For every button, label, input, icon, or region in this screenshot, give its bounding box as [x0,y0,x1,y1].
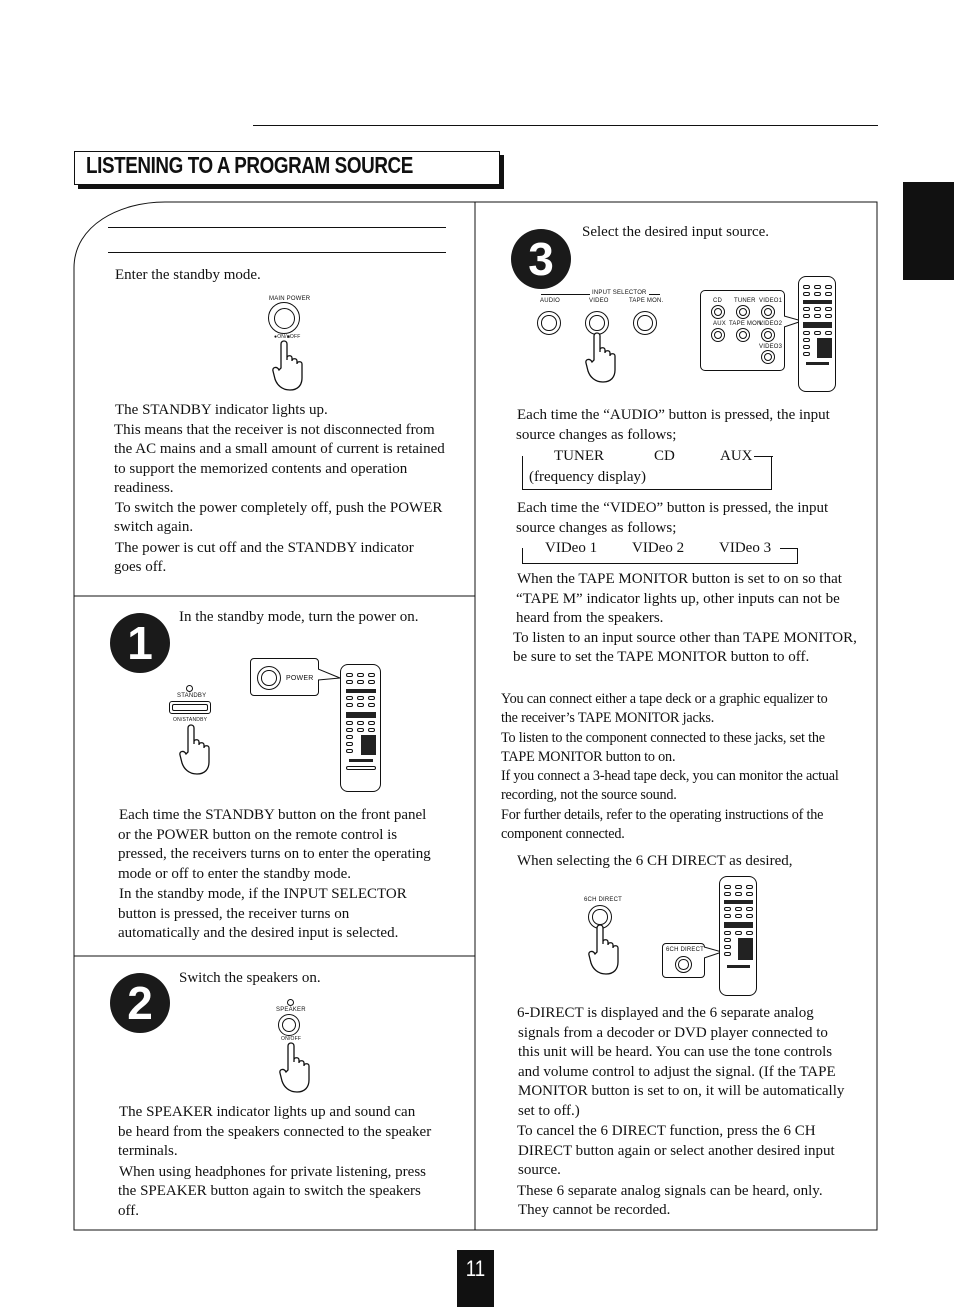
text-line: Each time the STANDBY button on the front panel [119,807,427,823]
text-line: source. [518,1162,561,1178]
remote-video2-label: VIDEO2 [759,321,783,327]
text-line: be sure to set the TAPE MONITOR button to off. [513,649,810,665]
text-line: To listen to an input source other than TAPE MONITOR, [513,629,857,646]
remote-video3-label: VIDEO3 [759,344,783,350]
text-line: pressed, the receivers turns on to enter the operating [118,846,431,862]
text-line: This means that the receiver is not disconnected from [114,421,435,438]
standby-intro: Enter the standby mode. [115,267,261,283]
text-line: When using headphones for private listening, press [119,1163,427,1180]
text-line: readiness. [114,480,174,496]
remote-tuner-label: TUNER [734,298,756,304]
step2-heading: Switch the speakers on. [179,970,321,986]
text-line: These 6 separate analog signals can be heard, only. [517,1182,823,1199]
audio-text [516,406,871,445]
text-line: terminals. [118,1143,178,1159]
main-power-sub: ●ON/■OFF [274,334,301,340]
text-line: To listen to the component connected to these jacks, set the [501,729,825,746]
page-number: 11 [465,1256,486,1281]
step-number-1: 1 [110,613,170,673]
text-line: If you connect a 3-head tape deck, you can monitor the actual [501,768,839,785]
step3-heading: Select the desired input source. [582,224,770,240]
text-line: To cancel the 6 DIRECT function, press the 6 CH [517,1123,816,1139]
text-line: the SPEAKER button again to switch the speakers [118,1183,421,1199]
text-line: In the standby mode, if the INPUT SELECTOR [119,886,407,902]
text-line: signals from a decoder or DVD player connected to [518,1024,828,1041]
remote-aux-label: AUX [713,321,726,327]
remote-cd-button[interactable] [711,305,725,319]
speaker-indicator [287,999,294,1006]
text-line: component connected. [501,826,625,843]
text-line: 6-DIRECT is displayed and the 6 separate analog [517,1005,814,1021]
standby-text [114,401,469,578]
tape-monitor-text [501,690,871,844]
text-line: The STANDBY indicator lights up. [115,402,328,418]
remote-video3-button[interactable] [761,350,775,364]
text-line: automatically and the desired input is selected. [118,925,399,941]
page-title: LISTENING TO A PROGRAM SOURCE [86,152,413,178]
text-line: source changes as follows; [516,426,677,443]
text-line: They cannot be recorded. [518,1202,671,1218]
text-line: Each time the “VIDEO” button is pressed, the input [517,500,829,516]
video-cycle-2: VIDeo 2 [632,539,684,559]
text-line: off. [118,1202,139,1219]
text-line: TAPE MONITOR button to on. [501,748,676,765]
text-line: MONITOR button is set to on, it will be automatically [518,1083,845,1099]
text-line: the receiver’s TAPE MONITOR jacks. [501,710,715,727]
remote-tape-mon-label: TAPE MON. [729,321,764,327]
audio-cycle-note: (frequency display) [529,469,647,485]
heading-rule [108,252,446,253]
text-line: set to off.) [518,1102,580,1119]
standby-indicator [186,685,193,692]
video-cycle-1: VIDeo 1 [545,539,597,559]
pointing-hand-icon [272,338,304,392]
text-line: to support the memorized contents and operation [114,460,408,477]
audio-cycle-cd: CD [654,447,675,467]
audio-cycle-arrow [754,456,773,457]
remote-video1-button[interactable] [761,305,775,319]
six-ch-label: 6CH DIRECT [584,897,623,903]
text-line: be heard from the speakers connected to the speaker [118,1123,432,1140]
speaker-button[interactable] [278,1014,300,1036]
tape-mon-button[interactable] [633,311,657,335]
text-line: “TAPE M” indicator lights up, other inputs can not be [516,590,840,607]
step1-text [118,806,473,944]
input-selector-label: INPUT SELECTOR [592,290,647,296]
pointing-hand-icon [588,922,620,976]
text-line: The power is cut off and the STANDBY indicator [115,539,414,556]
text-line: and volume control to adjust the signal. (If the TAPE [518,1063,836,1080]
speaker-label: SPEAKER [276,1007,306,1013]
remote-control [798,276,836,392]
text-line: goes off. [114,559,167,575]
audio-button[interactable] [537,311,561,335]
text-line: heard from the speakers. [516,610,664,626]
standby-button[interactable] [169,701,211,714]
step2-text [118,1103,473,1221]
step1-heading: In the standby mode, turn the power on. [179,609,419,625]
audio-cycle-aux: AUX [720,447,753,467]
step-number-3: 3 [511,229,571,289]
pointing-hand-icon [179,722,211,776]
text-line: this unit will be heard. You can use the tone controls [518,1044,833,1060]
remote-video2-button[interactable] [761,328,775,342]
video-text [516,499,871,538]
text-line: recording, not the source sound. [501,787,677,804]
pointing-hand-icon [279,1040,311,1094]
text-line: To switch the power completely off, push the POWER [115,499,443,516]
remote-aux-button[interactable] [711,328,725,342]
text-line: button is pressed, the receiver turns on [118,905,350,922]
text-line: or the POWER button on the remote control is [118,826,398,843]
remote-control [340,664,381,792]
audio-label: AUDIO [540,298,561,304]
step-number-2: 2 [110,973,170,1033]
text-line: Each time the “AUDIO” button is pressed, the input [517,407,830,423]
remote-tuner-button[interactable] [736,305,750,319]
power-button[interactable] [257,666,281,690]
text-line: The SPEAKER indicator lights up and sound can [119,1104,416,1120]
six-ch-text [517,1004,872,1221]
video-cycle-arrow [780,548,798,549]
remote-video1-label: VIDEO1 [759,298,783,304]
text-line: mode or off to enter the standby mode. [118,865,351,882]
video-cycle-3: VIDeo 3 [719,539,771,559]
speaker-sub: ON/OFF [281,1036,302,1042]
six-ch-remote-label: 6CH DIRECT [666,947,705,953]
tape-text [513,570,873,668]
audio-cycle-tuner: TUNER [553,447,605,467]
tape-mon-label: TAPE MON. [629,298,664,304]
text-line: When the TAPE MONITOR button is set to on so that [517,571,842,587]
text-line: You can connect either a tape deck or a graphic equalizer to [501,691,828,707]
callout-pointer [318,668,342,682]
six-ch-remote-button[interactable] [675,956,692,973]
main-power-button[interactable] [268,302,300,334]
video-label: VIDEO [589,298,609,304]
remote-cd-label: CD [713,298,723,304]
six-ch-intro: When selecting the 6 CH DIRECT as desired, [517,853,793,869]
remote-tape-mon-button[interactable] [736,328,750,342]
pointing-hand-icon [585,330,617,384]
text-line: DIRECT button again or select another desired input [518,1142,835,1159]
text-line: For further details, refer to the operating instructions of the [501,806,824,823]
power-label: POWER [286,675,314,682]
text-line: the AC mains and a small amount of current is retained [114,441,445,457]
main-power-label: MAIN POWER [269,296,311,302]
text-line: switch again. [114,519,194,535]
text-line: source changes as follows; [516,519,677,536]
heading-rule [108,227,446,228]
standby-label: STANDBY [177,693,207,699]
remote-control [719,876,757,996]
on-standby-label: ON/STANDBY [173,717,208,723]
